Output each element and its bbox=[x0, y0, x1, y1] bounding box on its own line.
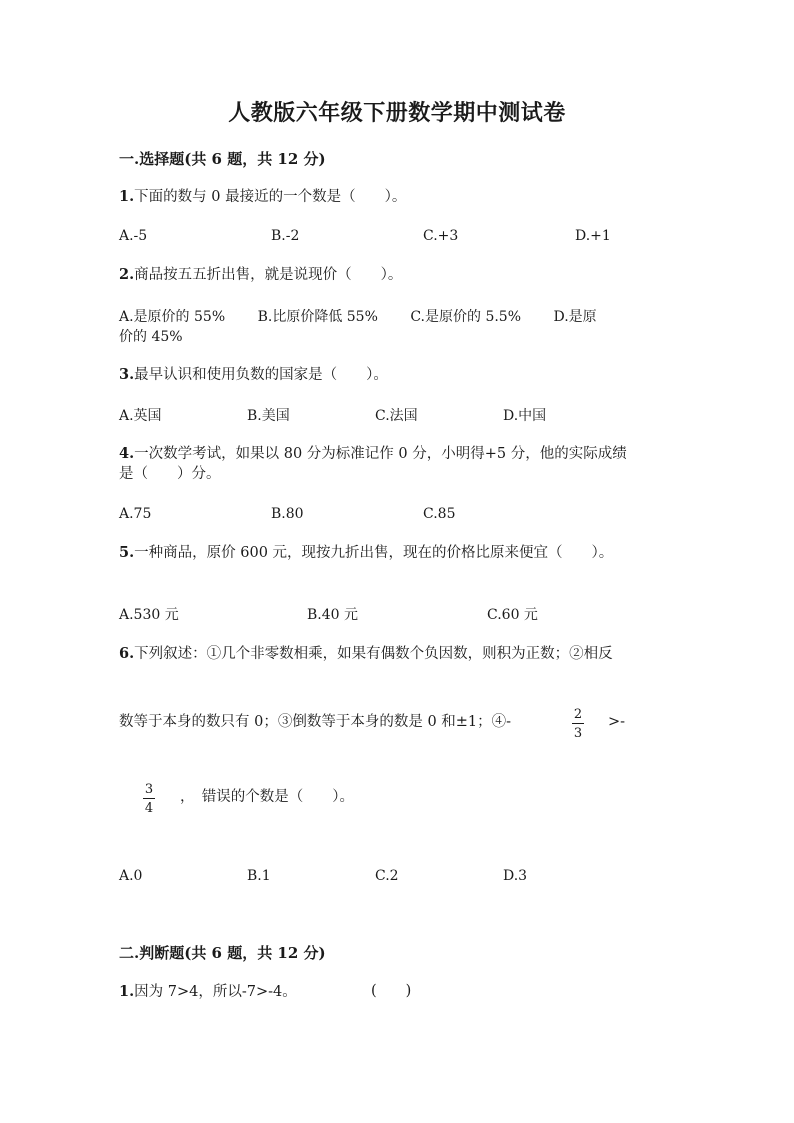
option-a: A.英国 bbox=[119, 408, 162, 424]
option-d: D.3 bbox=[503, 868, 528, 884]
question-3 bbox=[119, 364, 388, 386]
question-5 bbox=[119, 542, 613, 564]
option-b: B.-2 bbox=[271, 228, 300, 244]
option-b: B.1 bbox=[247, 868, 271, 884]
answer-blank: ( ) bbox=[371, 983, 412, 999]
question-text: 一种商品，原价 600 元，现按九折出售，现在的价格比原来便宜（ ）。 bbox=[134, 545, 614, 561]
option-a: A.75 bbox=[119, 506, 152, 522]
question-number: 2. bbox=[119, 266, 135, 283]
question-text: 最早认识和使用负数的国家是（ ）。 bbox=[134, 367, 388, 383]
fraction-bar bbox=[143, 798, 155, 799]
question-number: 6. bbox=[119, 645, 135, 662]
page-title: 人教版六年级下册数学期中测试卷 bbox=[228, 100, 566, 126]
option-b: B.40 元 bbox=[307, 607, 359, 623]
question-text: 一次数学考试，如果以 80 分为标准记作 0 分，小明得+5 分，他的实际成绩 bbox=[134, 446, 627, 462]
question-number: 1. bbox=[119, 188, 135, 205]
option-b: B.80 bbox=[271, 506, 304, 522]
question-4 bbox=[119, 443, 627, 465]
option-line: 价的 45% bbox=[119, 329, 183, 345]
question-text-continued: ， 错误的个数是（ ）。 bbox=[180, 789, 354, 805]
fraction-bar bbox=[572, 723, 584, 724]
question-number: 3. bbox=[119, 366, 135, 383]
option-a: A.0 bbox=[119, 868, 143, 884]
option-b: B.美国 bbox=[247, 408, 290, 424]
question-number: 5. bbox=[119, 544, 135, 561]
question-1 bbox=[119, 186, 406, 208]
fraction-numerator: 2 bbox=[573, 707, 583, 722]
option-a: A.530 元 bbox=[119, 607, 179, 623]
question-text: 下面的数与 0 最接近的一个数是（ ）。 bbox=[134, 189, 407, 205]
option-d: D.+1 bbox=[575, 228, 611, 244]
question-text-continued: 是（ ）分。 bbox=[119, 466, 221, 482]
question-text: 因为 7>4，所以-7>-4。 bbox=[134, 984, 297, 1000]
question-text: 商品按五五折出售，就是说现价（ ）。 bbox=[134, 267, 403, 283]
section-heading-choice: 一.选择题(共 6 题，共 12 分) bbox=[119, 150, 326, 168]
fraction-numerator: 3 bbox=[144, 782, 154, 797]
option-c: C.法国 bbox=[375, 408, 418, 424]
question-6 bbox=[119, 643, 613, 665]
question-number: 4. bbox=[119, 445, 135, 462]
option-a: A.-5 bbox=[119, 228, 148, 244]
option-c: C.2 bbox=[375, 868, 399, 884]
question-2 bbox=[119, 264, 402, 286]
judgement-question-1 bbox=[119, 981, 297, 1003]
fraction-two-thirds bbox=[572, 707, 584, 741]
question-text: 下列叙述：①几个非零数相乘，如果有偶数个负因数，则积为正数；②相反 bbox=[134, 646, 613, 662]
option-line: A.是原价的 55% B.比原价降低 55% C.是原价的 5.5% D.是原 bbox=[119, 309, 597, 325]
comparison-sign: >- bbox=[608, 714, 626, 730]
option-c: C.60 元 bbox=[487, 607, 538, 623]
section-heading-judgement: 二.判断题(共 6 题，共 12 分) bbox=[119, 944, 326, 962]
fraction-denominator: 4 bbox=[144, 801, 154, 816]
question-text-continued: 数等于本身的数只有 0；③倒数等于本身的数是 0 和±1；④- bbox=[119, 714, 512, 730]
option-d: D.中国 bbox=[503, 408, 547, 424]
fraction-denominator: 3 bbox=[573, 726, 583, 741]
option-c: C.85 bbox=[423, 506, 456, 522]
question-number: 1. bbox=[119, 983, 135, 1000]
fraction-three-fourths bbox=[143, 782, 155, 816]
option-c: C.+3 bbox=[423, 228, 459, 244]
